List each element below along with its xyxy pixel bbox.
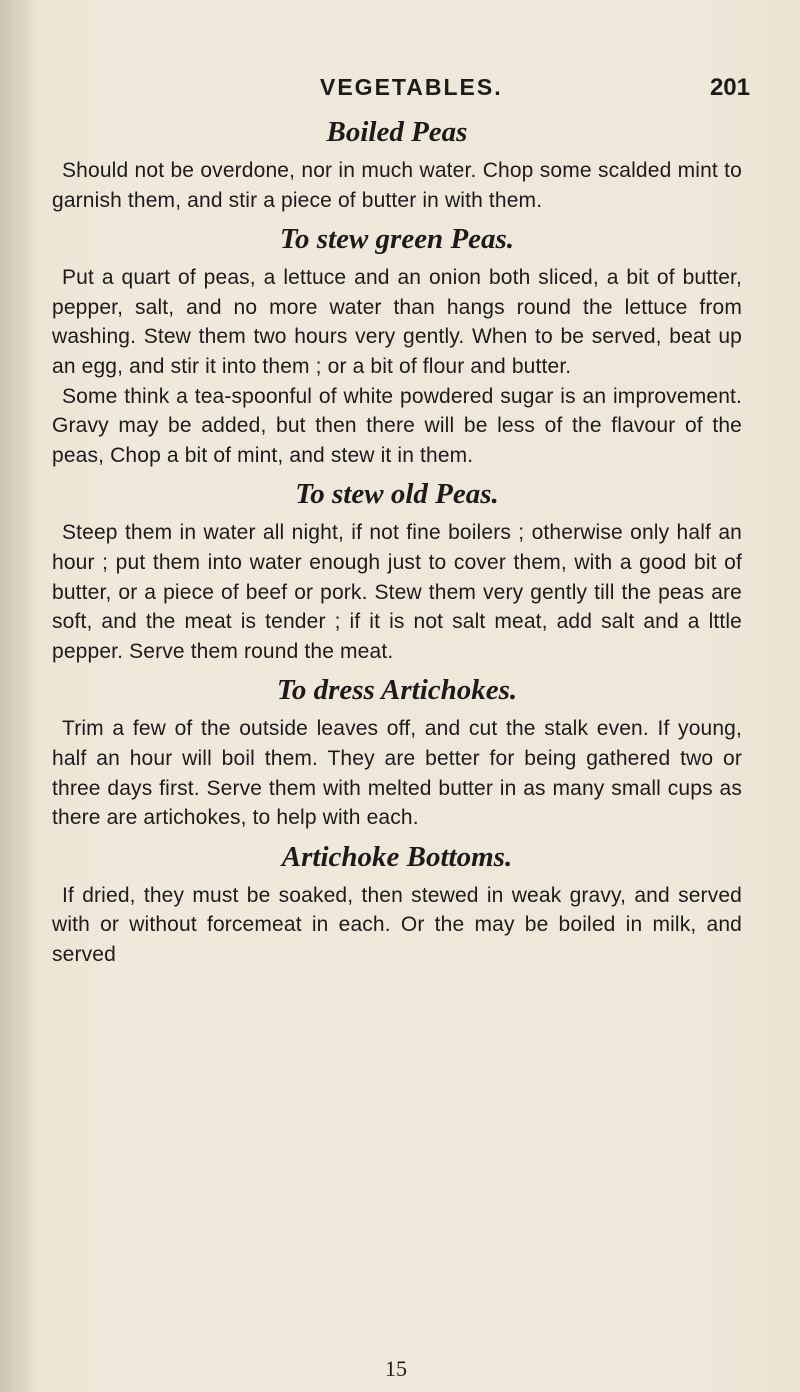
signature-mark: 15 (385, 1356, 407, 1381)
page-gutter-shadow (0, 0, 34, 1392)
recipe-paragraph: Some think a tea-spoonful of white powdered sugar is an improvement. Gravy may be added, but then there will be less of the flavour of the peas, Chop a bit of mint, and stew it in them. (52, 384, 742, 467)
section-stew-old-peas (52, 470, 742, 666)
section-heading: To stew old Peas. (295, 478, 499, 511)
section-heading: To dress Artichokes. (276, 674, 518, 707)
recipe-paragraph: Steep them in water all night, if not fine boilers ; otherwise only half an hour ; put them into water enough just to cover them, with a good bit of butter, or a piece of beef or pork. Stew them very gently till the peas are soft, and the meat is tender ; if it is not salt meat, add salt and a lttle pepper. Serve them round the meat. (52, 521, 742, 663)
page-header (60, 74, 750, 108)
section-stew-green-peas (52, 215, 742, 470)
section-heading: Artichoke Bottoms. (281, 840, 513, 873)
recipe-paragraph: Trim a few of the outside leaves off, and cut the stalk even. If young, half an hour will boil them. They are better for being gathered two or three days first. Serve them with melted butter in as many small cups as there are artichokes, to help with each. (52, 717, 742, 830)
section-dress-artichokes (52, 666, 742, 832)
running-head: VEGETABLES. (320, 74, 503, 100)
recipe-paragraph: Put a quart of peas, a lettuce and an onion both sliced, a bit of butter, pepper, salt, and no more water than hangs round the lettuce from washing. Stew them two hours very gently. When to be served, beat up an egg, and stir it into them ; or a bit of flour and butter. (52, 266, 742, 378)
page-number: 201 (709, 74, 750, 101)
recipe-paragraph: If dried, they must be soaked, then stewed in weak gravy, and served with or without forcemeat in each. Or the may be boiled in milk, and served (52, 883, 742, 966)
page-body (52, 108, 742, 969)
section-artichoke-bottoms (52, 833, 742, 970)
section-heading: Boiled Peas (326, 116, 468, 148)
section-boiled-peas (52, 108, 742, 215)
recipe-paragraph: Should not be overdone, nor in much water. Chop some scalded mint to garnish them, and stir a piece of butter in with them. (52, 159, 742, 212)
section-heading: To stew green Peas. (279, 223, 515, 256)
